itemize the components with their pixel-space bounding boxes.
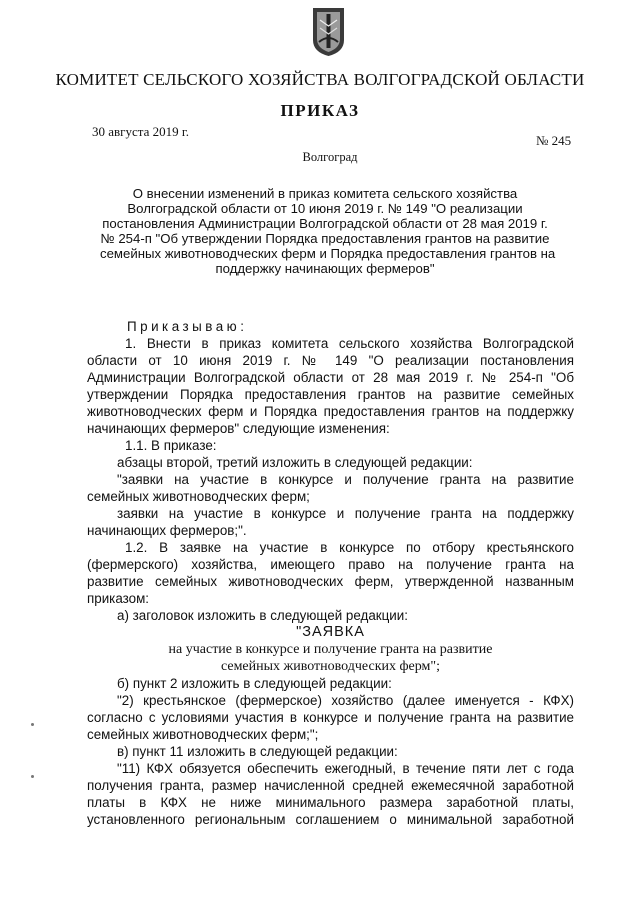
order-keyword: Приказываю: (127, 319, 248, 334)
paragraph-line: а) заголовок изложить в следующей редакции: (117, 608, 408, 623)
document-date: 30 августа 2019 г. (92, 124, 189, 139)
paragraph-line: области от 10 июня 2019 г. № 149 "О реализации постановления (87, 353, 574, 368)
scan-speck (31, 775, 34, 778)
paragraph-line: заявки на участие в конкурсе и получение гранта на поддержку (117, 506, 574, 521)
paragraph-line: животноводческих ферм и Порядка предоставления грантов на поддержку (87, 404, 574, 419)
document-title: ПРИКАЗ (280, 101, 360, 120)
document-subject (100, 186, 556, 276)
paragraph-line: б) пункт 2 изложить в следующей редакции: (117, 676, 392, 691)
subject-line: постановления Администрации Волгоградской области от 28 мая 2019 г. (102, 216, 548, 231)
paragraph-line: семейных животноводческих ферм;"; (87, 727, 319, 742)
document-city: Волгоград (302, 150, 358, 164)
paragraph-line: (фермерского) хозяйства, имеющего право на получение гранта на (87, 557, 574, 572)
coat-of-arms-emblem (311, 6, 346, 58)
paragraph-line: 1.2. В заявке на участие в конкурсе по отбору крестьянского (125, 540, 574, 555)
paragraph-line: согласно с условиями участия в конкурсе и получение гранта на развитие (87, 710, 574, 725)
paragraph-line: приказом: (87, 591, 149, 606)
paragraph-line: "заявки на участие в конкурсе и получение гранта на развитие (117, 472, 574, 487)
application-subheading: семейных животноводческих ферм"; (220, 659, 441, 674)
paragraph-line: развитие семейных животноводческих ферм, утвержденной названным (87, 574, 574, 589)
paragraph-line: начинающих фермеров;". (87, 523, 247, 538)
paragraph-line: Администрации Волгоградской области от 28 мая 2019 г. № 254-п "Об (87, 370, 574, 385)
subject-line: Волгоградской области от 10 июня 2019 г. № 149 "О реализации (127, 201, 523, 216)
paragraph-line: получения гранта, размер начисленной средней ежемесячной заработной (87, 778, 574, 793)
paragraph-line: семейных животноводческих ферм; (87, 489, 310, 504)
document-number: № 245 (536, 133, 572, 148)
paragraph-line: установленного региональным соглашением о минимальной заработной (87, 812, 574, 827)
subject-line: № 254-п "Об утверждении Порядка предоставления грантов на развитие (100, 231, 550, 246)
subject-line: О внесении изменений в приказ комитета сельского хозяйства (132, 186, 518, 201)
paragraph-line: начинающих фермеров" следующие изменения: (87, 421, 390, 436)
subject-line: семейных животноводческих ферм и Порядка предоставления грантов на (100, 246, 556, 261)
paragraph-line: платы в КФХ не ниже минимального размера заработной платы, (87, 795, 574, 810)
paragraph-line: абзацы второй, третий изложить в следующей редакции: (117, 455, 473, 470)
application-heading: "ЗАЯВКА (296, 624, 365, 640)
subject-line: поддержку начинающих фермеров" (215, 261, 435, 276)
committee-name: КОМИТЕТ СЕЛЬСКОГО ХОЗЯЙСТВА ВОЛГОГРАДСКОЙ ОБЛАСТИ (55, 70, 585, 89)
scan-speck (31, 723, 34, 726)
paragraph-line: 1.1. В приказе: (125, 438, 217, 453)
paragraph-line: "11) КФХ обязуется обеспечить ежегодный, в течение пяти лет с года (117, 761, 574, 776)
paragraph-line: "2) крестьянское (фермерское) хозяйство (далее именуется - КФХ) (117, 693, 574, 708)
paragraph-line: в) пункт 11 изложить в следующей редакции: (117, 744, 398, 759)
application-subheading: на участие в конкурсе и получение гранта на развитие (168, 642, 493, 657)
paragraph-line: утверждении Порядка предоставления грантов на развитие семейных (87, 387, 574, 402)
document-body (87, 318, 574, 828)
paragraph-line: 1. Внести в приказ комитета сельского хозяйства Волгоградской (125, 336, 574, 351)
